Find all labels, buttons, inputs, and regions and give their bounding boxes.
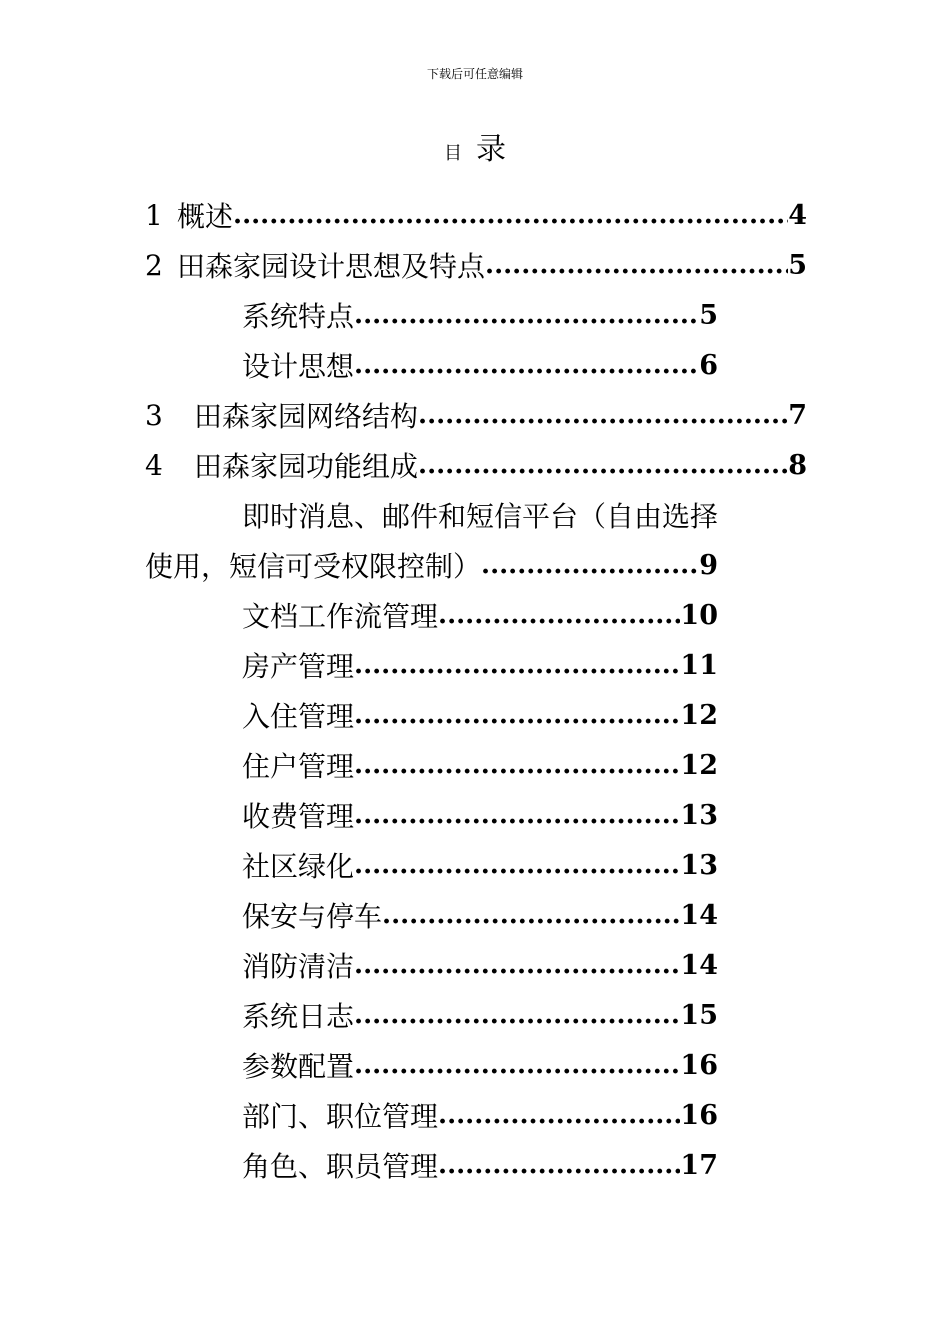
toc-leader-dots: [354, 350, 699, 380]
toc-entry-role-staff[interactable]: [145, 1140, 718, 1190]
toc-entry-label: 使用，短信可受权限控制）: [145, 550, 482, 583]
page-header: 下载后可任意编辑: [426, 67, 523, 81]
toc-entry-move-in-management[interactable]: [145, 690, 718, 740]
toc-entry-label: 房产管理: [242, 650, 355, 683]
toc-leader-dots: [354, 1050, 680, 1080]
toc-entry-overview[interactable]: [145, 190, 807, 240]
toc-entry-number: 4: [145, 448, 163, 482]
toc-entry-label: 社区绿化: [242, 850, 355, 883]
toc-entry-label: 系统日志: [242, 1000, 355, 1033]
toc-entry-label: 住户管理: [242, 750, 355, 783]
table-of-contents: [145, 190, 845, 1190]
toc-entry-label: 部门、职位管理: [242, 1100, 439, 1133]
toc-entry-label: 角色、职员管理: [242, 1150, 439, 1183]
toc-entry-page: 6: [699, 349, 718, 381]
toc-title: [0, 132, 950, 172]
toc-entry-property-management[interactable]: [145, 640, 718, 690]
toc-entry-page: 16: [680, 1049, 718, 1081]
toc-entry-page: 16: [680, 1099, 718, 1131]
toc-entry-label: 文档工作流管理: [242, 600, 439, 633]
toc-entry-label: 系统特点: [242, 300, 355, 333]
toc-leader-dots: [233, 200, 788, 230]
toc-leader-dots: [354, 850, 680, 880]
toc-entry-page: 13: [680, 849, 718, 881]
toc-entry-messaging-line1[interactable]: [145, 490, 807, 540]
toc-title-part1: 目: [444, 143, 462, 164]
toc-entry-number: 2: [145, 248, 163, 282]
toc-leader-dots: [438, 1100, 680, 1130]
toc-entry-network-structure[interactable]: [145, 390, 807, 440]
toc-entry-design-ideas[interactable]: [145, 240, 807, 290]
toc-entry-page: 8: [788, 449, 807, 481]
toc-entry-page: 13: [680, 799, 718, 831]
toc-entry-label: 即时消息、邮件和短信平台（自由选择: [242, 500, 719, 533]
toc-leader-dots: [418, 450, 788, 480]
toc-leader-dots: [354, 800, 680, 830]
toc-entry-messaging-line2[interactable]: [145, 540, 718, 590]
toc-entry-resident-management[interactable]: [145, 740, 718, 790]
toc-entry-page: 14: [680, 899, 718, 931]
toc-leader-dots: [438, 1150, 680, 1180]
toc-entry-system-log[interactable]: [145, 990, 718, 1040]
toc-leader-dots: [382, 900, 680, 930]
toc-leader-dots: [354, 700, 680, 730]
toc-leader-dots: [485, 250, 788, 280]
toc-entry-number: 3: [145, 398, 163, 432]
toc-entry-department-position[interactable]: [145, 1090, 718, 1140]
toc-leader-dots: [481, 550, 699, 580]
toc-entry-function-composition[interactable]: [145, 440, 807, 490]
toc-entry-page: 9: [699, 549, 718, 581]
toc-entry-label: 参数配置: [242, 1050, 355, 1083]
toc-entry-page: 15: [680, 999, 718, 1031]
toc-entry-fire-cleaning[interactable]: [145, 940, 718, 990]
toc-entry-page: 7: [788, 399, 807, 431]
toc-entry-system-features[interactable]: [145, 290, 718, 340]
toc-entry-page: 12: [680, 699, 718, 731]
toc-entry-security-parking[interactable]: [145, 890, 718, 940]
toc-entry-design-thinking[interactable]: [145, 340, 718, 390]
toc-leader-dots: [354, 1000, 680, 1030]
toc-entry-document-workflow[interactable]: [145, 590, 718, 640]
toc-entry-page: 11: [680, 649, 718, 681]
toc-title-part2: 录: [476, 132, 506, 167]
toc-entry-page: 5: [788, 249, 807, 281]
toc-entry-label: 保安与停车: [242, 900, 383, 933]
toc-entry-label: 田森家园功能组成: [194, 450, 419, 483]
toc-entry-label: 概述: [177, 200, 234, 233]
toc-leader-dots: [354, 650, 680, 680]
toc-entry-label: 收费管理: [242, 800, 355, 833]
toc-entry-label: 设计思想: [242, 350, 355, 383]
toc-entry-label: 消防清洁: [242, 950, 355, 983]
toc-leader-dots: [418, 400, 788, 430]
toc-entry-community-greening[interactable]: [145, 840, 718, 890]
toc-leader-dots: [354, 300, 699, 330]
toc-leader-dots: [354, 950, 680, 980]
toc-entry-fee-management[interactable]: [145, 790, 718, 840]
toc-leader-dots: [354, 750, 680, 780]
toc-entry-label: 田森家园网络结构: [194, 400, 419, 433]
toc-entry-page: 5: [699, 299, 718, 331]
toc-entry-label: 田森家园设计思想及特点: [177, 250, 486, 283]
toc-entry-label: 入住管理: [242, 700, 355, 733]
toc-leader-dots: [438, 600, 680, 630]
toc-entry-page: 14: [680, 949, 718, 981]
toc-entry-number: 1: [145, 198, 163, 232]
toc-entry-parameter-config[interactable]: [145, 1040, 718, 1090]
toc-entry-page: 10: [680, 599, 718, 631]
toc-entry-page: 4: [788, 199, 807, 231]
toc-entry-page: 17: [680, 1149, 718, 1181]
toc-entry-page: 12: [680, 749, 718, 781]
